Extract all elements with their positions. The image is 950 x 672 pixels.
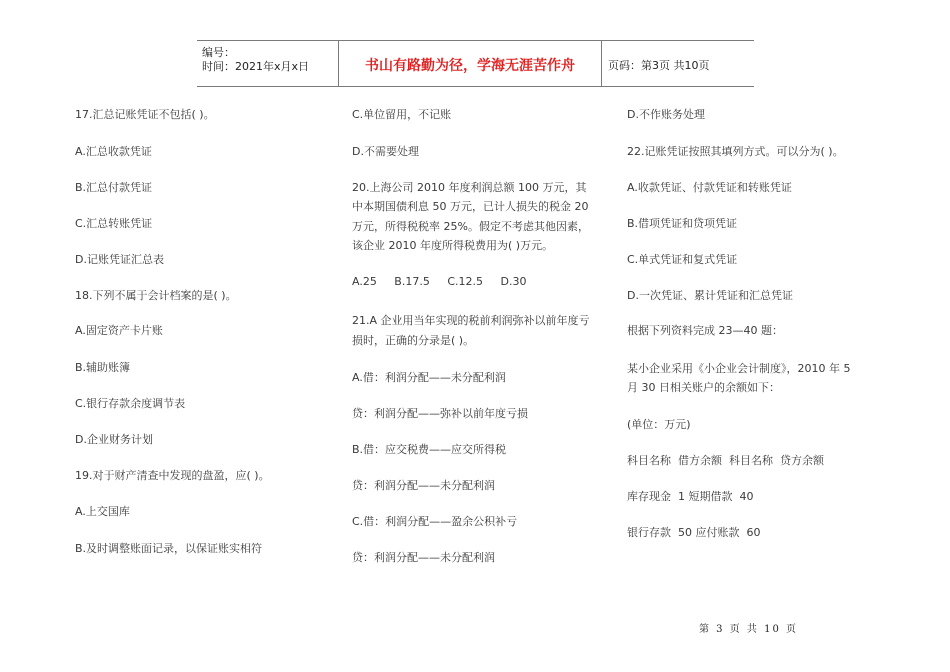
question-20-stem-line-3: 万元，所得税税率 25%。假定不考虑其他因素， bbox=[352, 220, 589, 233]
section-intro: 根据下列资料完成 23—40 题： bbox=[627, 324, 783, 337]
question-21-option-b-debit: B.借：应交税费——应交所得税 bbox=[352, 443, 507, 456]
question-20-stem-line-4: 该企业 2010 年度所得税费用为( )万元。 bbox=[352, 239, 554, 252]
question-18-option-c: C.银行存款余度调节表 bbox=[75, 397, 186, 410]
question-21-stem-line-2: 损时，正确的分录是( )。 bbox=[352, 334, 475, 347]
question-19-option-c: C.单位留用，不记账 bbox=[352, 108, 452, 121]
question-21-stem-line-1: 21.A 企业用当年实现的税前利润弥补以前年度亏 bbox=[352, 314, 590, 327]
material-description-line-2: 月 30 日相关账户的余额如下： bbox=[627, 381, 780, 394]
question-20-options: A.25 B.17.5 C.12.5 D.30 bbox=[352, 275, 527, 288]
question-21-option-c-credit: 贷：利润分配——未分配利润 bbox=[352, 551, 495, 564]
question-17-option-b: B.汇总付款凭证 bbox=[75, 181, 153, 194]
question-17-option-d: D.记账凭证汇总表 bbox=[75, 253, 164, 266]
motto-text: 书山有路勤为径，学海无涯苦作舟 bbox=[365, 58, 575, 74]
question-20-stem-line-2: 中本期国债利息 50 万元，已计人损失的税金 20 bbox=[352, 200, 589, 213]
balance-table-row-1: 库存现金 1 短期借款 40 bbox=[627, 490, 754, 503]
balance-table-header: 科目名称 借方余额 科目名称 贷方余额 bbox=[627, 454, 824, 467]
page-header bbox=[197, 40, 754, 87]
header-page-cell bbox=[601, 41, 754, 86]
question-21-option-a-credit: 贷：利润分配——弥补以前年度亏损 bbox=[352, 407, 528, 420]
page-footer-number: 第 3 页 共 10 页 bbox=[699, 624, 798, 635]
question-21-option-a-debit: A.借：利润分配——未分配利润 bbox=[352, 371, 506, 384]
document-number-label: 编号： bbox=[202, 46, 235, 59]
question-22-option-d: D.一次凭证、累计凭证和汇总凭证 bbox=[627, 289, 793, 302]
question-18-option-d: D.企业财务计划 bbox=[75, 433, 153, 446]
balance-table-row-2: 银行存款 50 应付账款 60 bbox=[627, 526, 761, 539]
question-18-option-b: B.辅助账簿 bbox=[75, 361, 131, 374]
header-page-label: 页码：第3页 共10页 bbox=[608, 59, 710, 72]
question-22-option-c: C.单式凭证和复式凭证 bbox=[627, 253, 738, 266]
question-21-option-c-debit: C.借：利润分配——盈余公积补亏 bbox=[352, 515, 518, 528]
question-20-stem-line-1: 20.上海公司 2010 年度利润总额 100 万元，其 bbox=[352, 181, 587, 194]
question-18-stem: 18.下列不属于会计档案的是( )。 bbox=[75, 289, 237, 302]
question-22-option-a: A.收款凭证、付款凭证和转账凭证 bbox=[627, 181, 792, 194]
header-motto-cell bbox=[338, 41, 602, 86]
question-17-stem: 17.汇总记账凭证不包括( )。 bbox=[75, 108, 215, 121]
question-21-option-b-credit: 贷：利润分配——未分配利润 bbox=[352, 479, 495, 492]
question-19-stem: 19.对于财产清查中发现的盘盈，应( )。 bbox=[75, 469, 270, 482]
question-19-option-b: B.及时调整账面记录，以保证账实相符 bbox=[75, 542, 263, 555]
question-18-option-a: A.固定资产卡片账 bbox=[75, 324, 163, 337]
question-22-option-b: B.借项凭证和贷项凭证 bbox=[627, 217, 738, 230]
question-22-stem: 22.记账凭证按照其填列方式。可以分为( )。 bbox=[627, 145, 844, 158]
question-17-option-a: A.汇总收款凭证 bbox=[75, 145, 152, 158]
header-meta-cell bbox=[197, 41, 338, 86]
document-time-label: 时间：2021年x月x日 bbox=[202, 60, 310, 73]
question-19-option-a: A.上交国库 bbox=[75, 505, 130, 518]
question-19-option-d: D.不需要处理 bbox=[352, 145, 419, 158]
unit-note: (单位：万元) bbox=[627, 418, 691, 431]
material-description-line-1: 某小企业采用《小企业会计制度》，2010 年 5 bbox=[627, 362, 851, 375]
question-17-option-c: C.汇总转账凭证 bbox=[75, 217, 153, 230]
question-21-option-d: D.不作账务处理 bbox=[627, 108, 705, 121]
